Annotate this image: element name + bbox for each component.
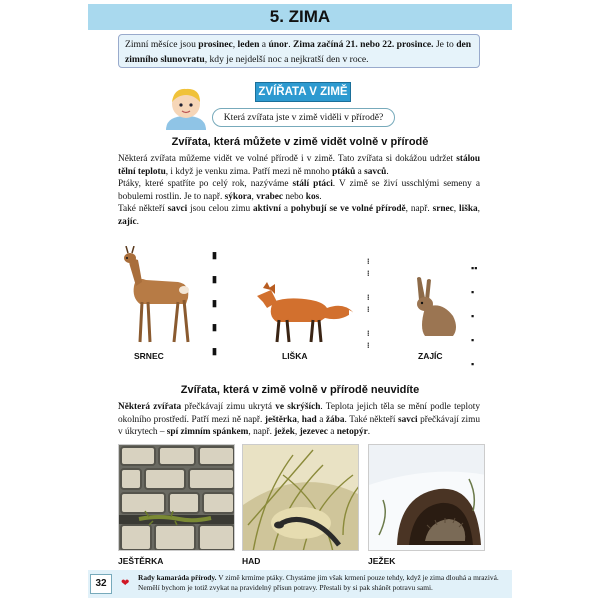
- hare-icon: [411, 276, 461, 338]
- paragraph: [118, 153, 480, 178]
- bold-text: sýkora: [224, 191, 252, 202]
- bold-text: savci: [398, 414, 418, 425]
- label-srnec: SRNEC: [134, 351, 164, 361]
- visible-animals-text: [118, 153, 480, 229]
- text: jsou celou zimu: [187, 204, 254, 215]
- text: ,: [477, 204, 480, 215]
- intro-text: a: [259, 39, 269, 50]
- text: , např.: [248, 427, 275, 438]
- bold-text: aktivní: [253, 204, 281, 215]
- text: a: [327, 427, 337, 438]
- nature-tip-text: [138, 573, 504, 593]
- paragraph: [118, 178, 480, 203]
- text: a: [316, 414, 326, 425]
- intro-text: Zimní měsíce jsou: [125, 39, 199, 50]
- bold-text: ježek: [274, 427, 295, 438]
- bold-text: kos: [305, 191, 320, 202]
- text: ,: [251, 191, 257, 202]
- text: . Teplota jejich těla se mění podle teploty okolního prostředí. Patří mezi ně např.: [118, 402, 480, 425]
- text: nebo: [283, 191, 306, 202]
- bold-text: savců: [364, 166, 387, 177]
- text: ,: [453, 204, 460, 215]
- lizard-photo: [118, 444, 235, 551]
- intro-text: , kdy je nejdelší noc a nejkratší den v roce.: [204, 54, 369, 65]
- hare-tracks-icon: ▪▪ ▪ ▪ ▪ ▪: [471, 263, 478, 369]
- label-had: HAD: [242, 556, 261, 566]
- label-liska: LIŠKA: [282, 351, 308, 361]
- deer-tracks-icon: ▮ ▮ ▮ ▮ ▮: [212, 250, 217, 356]
- bold-text: zajíc: [118, 216, 137, 227]
- hedgehog-photo: [368, 444, 485, 551]
- label-jezek: JEŽEK: [368, 556, 396, 566]
- bold-text: žába: [325, 414, 345, 425]
- child-avatar-icon: [160, 86, 212, 130]
- heading-visible-animals: Zvířata, která můžete v zimě vidět volně v přírodě: [171, 136, 429, 148]
- bold-text: Některá zvířata: [118, 402, 182, 412]
- text: . Také někteří: [344, 414, 398, 425]
- tip-body: V zimě krmíme ptáky. Chystáme jim však krmení pouze tehdy, když je zima dlouhá a mrazivá. Nemělí bychom je totiž zvykat na pravidelný přísun potravy. Přestali by si pak shánět potravu sami.: [138, 573, 499, 592]
- bold-text: srnec: [432, 204, 454, 215]
- text: , např.: [405, 204, 433, 215]
- snake-photo: [242, 444, 359, 551]
- heart-icon: ❤: [121, 578, 130, 589]
- text: .: [319, 191, 322, 202]
- intro-bold: leden: [237, 39, 260, 50]
- label-zajic: ZAJÍC: [418, 351, 443, 361]
- intro-bold: prosinec: [198, 39, 233, 50]
- heading-hidden-animals: Zvířata, která v zimě volně v přírodě neuvidíte: [180, 384, 420, 396]
- bold-text: stálí ptáci: [292, 179, 333, 190]
- bold-text: jezevec: [299, 427, 328, 438]
- intro-bold: únor: [268, 39, 289, 50]
- text: přečkávají zimu v úkrytech –: [118, 414, 480, 438]
- intro-bold: den zimního slunovratu: [125, 39, 472, 65]
- text: . V zimě se živí usschlými semeny a bobulemi rostlin. Je to např.: [118, 179, 480, 202]
- text: ,: [294, 427, 300, 438]
- text: Také někteří: [118, 204, 168, 215]
- intro-text: Je to: [433, 39, 457, 50]
- bold-text: liška: [459, 204, 478, 215]
- section-banner: ZVÍŘATA V ZIMĚ: [255, 82, 351, 102]
- hedgehog-burrow-icon: [369, 445, 485, 551]
- label-jesterka: JEŠTĚRKA: [118, 556, 164, 566]
- bold-text: pohybují se ve volné přírodě: [290, 204, 406, 215]
- text: Některá zvířata můžeme vidět ve volné přírodě i v zimě. Tato zvířata si dokážou udržet: [118, 154, 457, 164]
- fox-tracks-icon: ⁝ ⁝ ⁝ ⁝ ⁝ ⁝: [367, 257, 370, 350]
- text: .: [386, 166, 389, 177]
- hidden-animals-text: [118, 401, 480, 439]
- bold-text: netopýr: [336, 427, 368, 438]
- text: .: [136, 216, 139, 227]
- bold-text: ve skrýších: [275, 402, 321, 412]
- fox-icon: [253, 282, 355, 344]
- bold-text: vrabec: [256, 191, 284, 202]
- bold-text: stálou tělní teplotu: [118, 154, 480, 177]
- text: , i když je venku zima. Patří mezi ně mnoho: [165, 166, 333, 177]
- text: a: [355, 166, 365, 177]
- bold-text: savci: [167, 204, 188, 215]
- question-bubble: Která zvířata jste v zimě viděli v přírodě?: [212, 108, 395, 127]
- page-number: 32: [90, 574, 112, 594]
- paragraph: [118, 203, 480, 228]
- text: Ptáky, které spatříte po celý rok, nazýváme: [118, 179, 293, 190]
- footer-tip: [88, 570, 512, 598]
- tip-title: Rady kamaráda přírody.: [138, 573, 217, 582]
- textbook-page: [88, 0, 512, 600]
- grass-snake-icon: [243, 445, 359, 551]
- bold-text: spí zimním spánkem: [166, 427, 249, 438]
- intro-text: .: [288, 39, 293, 50]
- intro-text: ,: [232, 39, 238, 50]
- intro-box: [118, 34, 480, 68]
- roe-deer-icon: [116, 246, 198, 346]
- text: přečkávají zimu ukrytá: [181, 402, 276, 412]
- chapter-title: 5. ZIMA: [88, 4, 512, 30]
- stone-wall-lizard-icon: [119, 445, 235, 551]
- bold-text: ptáků: [332, 166, 356, 177]
- bold-text: had: [301, 414, 317, 425]
- intro-bold: Zima začíná 21. nebo 22. prosince.: [293, 39, 434, 50]
- bold-text: ještěrka: [264, 414, 297, 425]
- text: a: [280, 204, 291, 215]
- text: ,: [296, 414, 302, 425]
- text: .: [367, 427, 371, 438]
